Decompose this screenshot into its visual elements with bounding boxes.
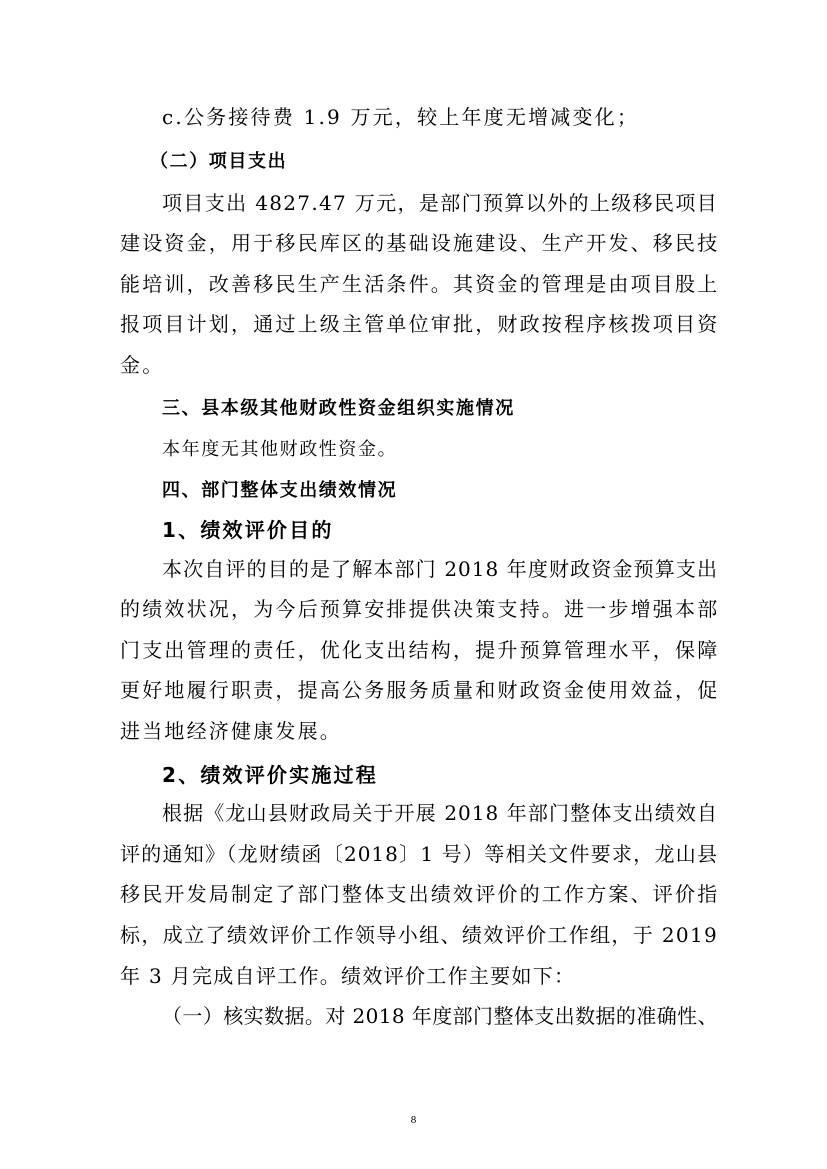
paragraph-line: 门支出管理的责任，优化支出结构，提升预算管理水平，保障 (120, 638, 720, 662)
paragraph-line: 标，成立了绩效评价工作领导小组、绩效评价工作组，于 2019 (120, 923, 718, 947)
subsection-heading: 2、绩效评价实施过程 (162, 763, 378, 787)
paragraph-line: 评的通知》（龙财绩函〔2018〕1 号）等相关文件要求，龙山县 (120, 842, 718, 866)
paragraph-line: 金。 (120, 353, 165, 377)
text-line: c.公务接待费 1.9 万元，较上年度无增减变化； (162, 105, 640, 129)
paragraph-line: 进当地经济健康发展。 (120, 719, 342, 743)
paragraph-line: 本次自评的目的是了解本部门 2018 年度财政资金预算支出 (162, 557, 718, 581)
paragraph-line: （一）核实数据。对 2018 年度部门整体支出数据的准确性、 (162, 1004, 718, 1028)
section-heading: （二）项目支出 (150, 151, 288, 172)
subsection-heading: 1、绩效评价目的 (162, 518, 334, 542)
paragraph-line: 建设资金，用于移民库区的基础设施建设、生产开发、移民技 (120, 231, 720, 255)
paragraph-line: 年 3 月完成自评工作。绩效评价工作主要如下： (120, 964, 576, 988)
section-heading: 三、县本级其他财政性资金组织实施情况 (162, 398, 515, 419)
section-heading: 四、部门整体支出绩效情况 (162, 480, 398, 501)
paragraph-line: 能培训，改善移民生产生活条件。其资金的管理是由项目股上 (120, 272, 720, 296)
paragraph-line: 报项目计划，通过上级主管单位审批，财政按程序核拨项目资 (120, 312, 720, 336)
paragraph-line: 根据《龙山县财政局关于开展 2018 年部门整体支出绩效自 (162, 801, 718, 825)
paragraph-line: 移民开发局制定了部门整体支出绩效评价的工作方案、评价指 (120, 882, 720, 906)
paragraph-line: 本年度无其他财政性资金。 (162, 439, 398, 460)
paragraph-line: 项目支出 4827.47 万元，是部门预算以外的上级移民项目 (162, 191, 718, 215)
paragraph-line: 更好地履行职责，提高公务服务质量和财政资金使用效益，促 (120, 678, 720, 702)
paragraph-line: 的绩效状况，为今后预算安排提供决策支持。进一步增强本部 (120, 597, 720, 621)
page-number: 8 (410, 1114, 417, 1126)
